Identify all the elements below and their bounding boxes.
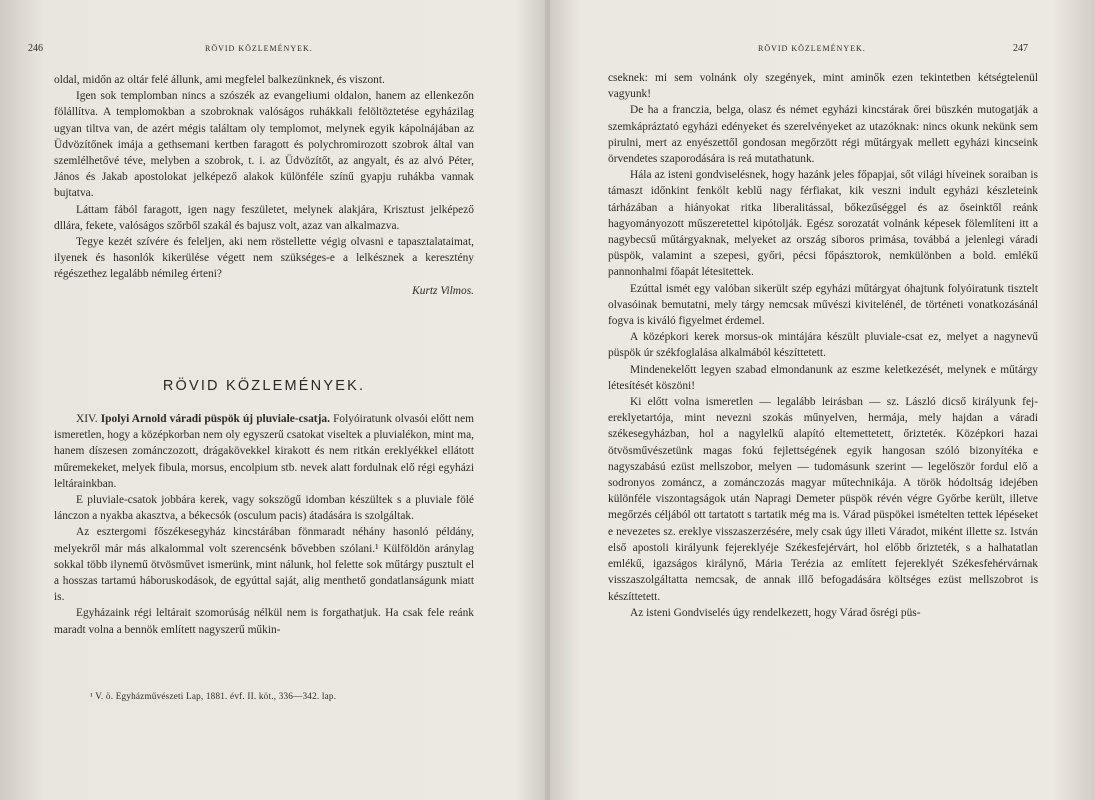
- left-paragraph-3: Láttam fából faragott, igen nagy feszületet, melynek alakjára, Krisztust jelképező dllára, fekete, valóságos szőrből szakál és bajusz volt, azaz van alkalmazva.: [54, 203, 474, 232]
- left-paragraph-1: oldal, midőn az oltár felé állunk, ami megfelel balkezünknek, és viszont.: [54, 74, 385, 86]
- left-section-text: [54, 411, 474, 638]
- footnote: ¹ V. ö. Egyházművészeti Lap, 1881. évf. II. köt., 336—342. lap.: [90, 691, 337, 701]
- left-page-number: 246: [28, 43, 43, 54]
- item-number: XIV.: [76, 413, 98, 425]
- right-paragraph-5: A középkori kerek morsus-ok mintájára készült pluviale-csat ez, melyet a nagynevű püspök úr székfoglalása alkalmából készíttetett.: [608, 331, 1038, 360]
- left-paragraph-7: Az esztergomi főszékesegyház kincstárában fönmaradt néhány hasonló példány, melyekről már más alkalommal volt szerencsénk bővebben szólani.¹ Külföldön aránylag sokkal több ilynemű ötvösművet ismerünk, mint nálunk, hol felette sok műtárgy pusztult el a hosszas tartamú háboruskodások, de egyúttal saját, alig menthető gondatlanságunk miatt is.: [54, 526, 474, 604]
- author-signature: Kurtz Vilmos.: [412, 284, 474, 297]
- left-body-text: [54, 72, 474, 299]
- right-paragraph-4: Ezúttal ismét egy valóban sikerült szép egyházi műtárgyat óhajtunk folyóiratunk tisztelt olvasóinak bemutatni, mely tárgy nemcsak művészi kivitelénél, de történeti vonatkozásánál fogva is kiváló figyelmet érdemel.: [608, 282, 1038, 328]
- left-paragraph-4: Tegye kezét szívére és feleljen, aki nem röstellette végig olvasni e tapasztalataimat, ilyenek és hasonlók kikerülése végett nem szükséges-e a lelkésznek a keresztény régészethez legalább némileg érteni?: [54, 236, 474, 281]
- left-paragraph-2: Igen sok templomban nincs a szószék az evangeliumi oldalon, hanem az ellenkezőn fölállítva. A templomokban a szobroknak valóságos ruhákkali felöltöztetése egyházilag ugyan tiltva van, de azért mégis találtam oly templomot, melynek egyik kápolnájában az Üdvözítőnek imája a gethsemani kertben faragott és polychromirozott szobrok által van szemlélhetővé téve, melyben a szobrok, t. i. az Üdvözítőt, az angyalt, és az alvó Péter, János és Jakab apostolokat jelképező alakok különféle színű gyapju ruhákba vannak bujtatva.: [54, 90, 474, 200]
- left-paragraph-8: Egyházaink régi leltárait szomorúság nélkül nem is forgathatjuk. Ha csak fele reánk maradt volna a bennök említett nagyszerű műkin-: [54, 607, 474, 636]
- right-paragraph-3: Hála az isteni gondviselésnek, hogy hazánk jeles főpapjai, sőt világi híveinek soraiban is támaszt időnkint fenkölt keblű nagy férfiakat, kik veszni indult egyházi készleteink tárházában a hiányokat ritka liberalitással, bőkezűséggel és az őseinktől reánk hagyományozott műszeretettel kipótolják. Egész sorozatát volnánk képesek fölemlíteni itt a nagybecsű műtárgyaknak, melyeket az ország siboros primása, továbbá a jelenlegi váradi püspök, valamint a szepesi, győri, pécsi főpásztorok, nemkülönben a bold. emlékű pannonhalmi főapát létesitettek.: [608, 169, 1038, 279]
- left-page: [0, 0, 547, 800]
- right-paragraph-8: Az isteni Gondviselés úgy rendelkezett, hogy Várad ősrégi püs-: [630, 606, 921, 619]
- item-title: Ipolyi Arnold váradi püspök új pluviale-csatja.: [100, 413, 330, 425]
- right-running-head-title: RÖVID KÖZLEMÉNYEK.: [758, 44, 866, 53]
- right-paragraph-7: Ki előtt volna ismeretlen — legalább leirásban — sz. László dicső királyunk fej-ereklyetartója, mint nevezni szokás műnyelven, hermája, mely hajdan a váradi székesegyházban, hol a nagylelkű alapító eltemettetett, őriztetéк. Középkori hazai ötvösművészetünk magas fokú fejlettségének egyik hangosan szóló bizonyítéka e nagyszabású ezüst mellszobor, melyen — tudomásunk szerint — legelőször fordul elő a sodronyos zománcz, a zománczozás magyar műtechnikája. A török hódoltság idejében különféle viszontagságok után Napragi Demeter püspök révén végre Győrbe került, illetve megőrzés céljából ott tartatott s tartatik még ma is. Várad püspökei ismételten tettek lépéseket e nevezetes sz. ereklye visszaszerzésére, mely csak úgy illeti Váradot, miként illette sz. István első apostoli királyunk fejereklyéje Székesfejérvárt, hol előbb őrizteték, s a halhatatlan emlékű, igazságos királynő, Mária Terézia az említett fejereklyét Székesfehérvárnak visszaszolgáltatta nemcsak, de annak illő befogadására költséges ezüst mellszobrot is készíttetett.: [608, 396, 1038, 603]
- right-paragraph-1: cseknek: mi sem volnánk oly szegények, mint aminők ezen tekintetben kétségtelenül vagyunk!: [608, 72, 1038, 101]
- section-title: RÖVID KÖZLEMÉNYEK.: [162, 378, 366, 394]
- right-paragraph-2: De ha a franczia, belga, olasz és német egyházi kincstárak őrei büszkén mutogatják a szemkápráztató egyházi edényeket és szerelvényeket az utazóknak: nincs okunk nekünk sem pirulni, mert az enyészettől gondosan megőrzött régi műtárgyak mellett egyházi kincseink örvendetes szaporodására is reá mutathatunk.: [608, 104, 1038, 166]
- right-paragraph-6: Mindenekelőtt legyen szabad elmondanunk az eszme keletkezését, melynek e műtárgy létesítését köszöni!: [608, 363, 1038, 392]
- item-paragraph: [54, 411, 474, 492]
- left-running-head-title: RÖVID KÖZLEMÉNYEK.: [205, 44, 313, 53]
- right-page: [548, 0, 1095, 800]
- right-body-text: [608, 70, 1038, 621]
- left-paragraph-6: E pluviale-csatok jobbára kerek, vagy sokszögű idomban készültek s a pluviale fölé lánczon a nyakba akasztva, a békecsók (osculum pacis) átadására is szolgáltak.: [54, 494, 474, 523]
- left-paragraph-5: Folyóiratunk olvasói előtt nem ismeretlen, hogy a középkorban nem oly egyszerű csatokat viseltek a pluvialékon, mint ma, hanem díszesen zománczozott, drágakövekkel kirakott és nem ritkán ereklyékkel ellátott műremekeket, melyek fibula, morsus, encolpium stb. nevek alatt fordulnak elő régi egyházi leltárainkban.: [54, 413, 475, 490]
- right-page-number: 247: [1013, 43, 1028, 54]
